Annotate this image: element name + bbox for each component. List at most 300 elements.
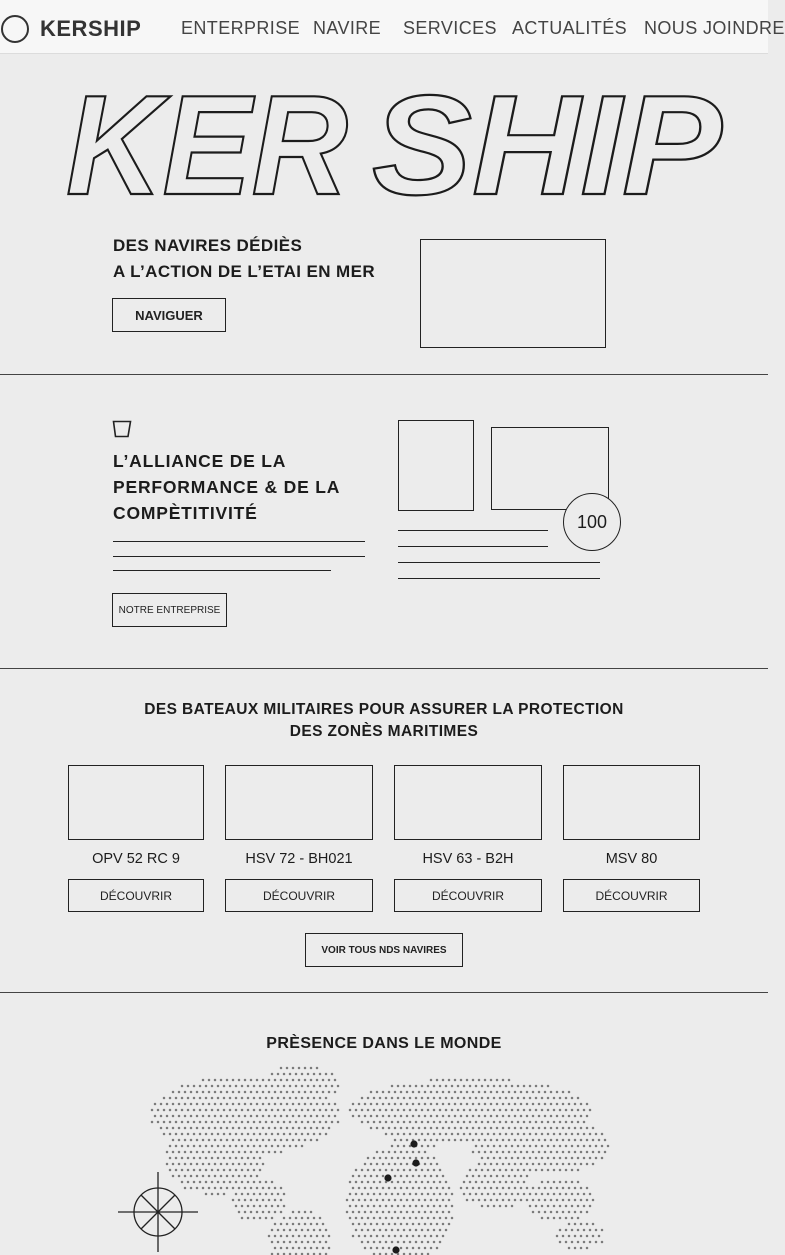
map-dot (400, 1223, 403, 1226)
map-dot (562, 1235, 565, 1238)
map-dot (490, 1127, 493, 1130)
map-dot (169, 1097, 172, 1100)
map-dot (220, 1139, 223, 1142)
map-dot (436, 1139, 439, 1142)
map-dot (418, 1127, 421, 1130)
nav-link-services[interactable]: SERVICES (403, 18, 497, 38)
map-dot (397, 1145, 400, 1148)
map-dot (577, 1169, 580, 1172)
map-dot (493, 1121, 496, 1124)
map-dot (298, 1235, 301, 1238)
map-dot (223, 1193, 226, 1196)
map-dot (418, 1211, 421, 1214)
map-dot (274, 1091, 277, 1094)
map-dot (196, 1187, 199, 1190)
map-dot (469, 1097, 472, 1100)
map-dot (571, 1109, 574, 1112)
map-dot (601, 1133, 604, 1136)
map-dot (250, 1139, 253, 1142)
nav-link-navire[interactable]: NAVIRE (313, 18, 382, 38)
map-dot (514, 1103, 517, 1106)
map-dot (448, 1103, 451, 1106)
map-dot (400, 1247, 403, 1250)
map-dot (196, 1151, 199, 1154)
text-placeholder-line (398, 578, 600, 579)
decouvrir-button-opv-52[interactable]: DÉCOUVRIR (68, 879, 204, 912)
map-dot (493, 1145, 496, 1148)
map-dot (250, 1127, 253, 1130)
map-dot (496, 1127, 499, 1130)
map-dot (271, 1145, 274, 1148)
map-dot (409, 1241, 412, 1244)
map-dot (499, 1109, 502, 1112)
map-dot (559, 1241, 562, 1244)
map-dot (313, 1121, 316, 1124)
map-dot (427, 1133, 430, 1136)
map-dot (268, 1199, 271, 1202)
map-dot (223, 1109, 226, 1112)
map-dot (349, 1181, 352, 1184)
map-dot (226, 1091, 229, 1094)
map-dot (379, 1241, 382, 1244)
map-dot (214, 1139, 217, 1142)
map-dot (601, 1241, 604, 1244)
map-dot (286, 1223, 289, 1226)
map-dot (289, 1097, 292, 1100)
map-dot (556, 1151, 559, 1154)
map-dot (523, 1133, 526, 1136)
map-dot (481, 1121, 484, 1124)
map-dot (217, 1193, 220, 1196)
map-dot (376, 1247, 379, 1250)
map-dot (484, 1127, 487, 1130)
decouvrir-button-msv-80[interactable]: DÉCOUVRIR (563, 879, 700, 912)
map-dot (559, 1169, 562, 1172)
map-dot (259, 1085, 262, 1088)
location-marker[interactable] (392, 1246, 399, 1253)
map-dot (334, 1103, 337, 1106)
map-dot (478, 1127, 481, 1130)
map-dot (589, 1157, 592, 1160)
map-dot (310, 1211, 313, 1214)
map-dot (229, 1181, 232, 1184)
map-dot (379, 1181, 382, 1184)
map-dot (586, 1115, 589, 1118)
map-dot (538, 1199, 541, 1202)
map-dot (322, 1091, 325, 1094)
map-dot (376, 1163, 379, 1166)
map-dot (517, 1169, 520, 1172)
map-dot (280, 1079, 283, 1082)
map-dot (289, 1229, 292, 1232)
map-dot (370, 1127, 373, 1130)
map-dot (280, 1187, 283, 1190)
map-dot (229, 1109, 232, 1112)
map-dot (358, 1103, 361, 1106)
map-dot (511, 1097, 514, 1100)
map-dot (172, 1115, 175, 1118)
map-dot (601, 1157, 604, 1160)
map-dot (484, 1115, 487, 1118)
map-dot (574, 1127, 577, 1130)
map-dot (295, 1133, 298, 1136)
map-dot (175, 1157, 178, 1160)
map-dot (292, 1091, 295, 1094)
map-dot (247, 1181, 250, 1184)
map-dot (256, 1103, 259, 1106)
map-dot (460, 1139, 463, 1142)
map-dot (562, 1127, 565, 1130)
map-dot (589, 1133, 592, 1136)
map-dot (292, 1223, 295, 1226)
map-dot (199, 1181, 202, 1184)
map-dot (238, 1091, 241, 1094)
map-dot (271, 1085, 274, 1088)
map-dot (313, 1097, 316, 1100)
map-dot (262, 1187, 265, 1190)
map-dot (178, 1139, 181, 1142)
map-dot (280, 1235, 283, 1238)
map-dot (412, 1175, 415, 1178)
map-dot (376, 1223, 379, 1226)
map-dot (241, 1085, 244, 1088)
map-dot (547, 1145, 550, 1148)
map-dot (424, 1199, 427, 1202)
map-dot (541, 1193, 544, 1196)
map-dot (400, 1175, 403, 1178)
map-dot (388, 1115, 391, 1118)
map-dot (307, 1229, 310, 1232)
map-dot (286, 1235, 289, 1238)
map-dot (211, 1133, 214, 1136)
map-dot (166, 1103, 169, 1106)
map-dot (181, 1157, 184, 1160)
map-dot (346, 1199, 349, 1202)
map-dot (463, 1193, 466, 1196)
map-dot (385, 1097, 388, 1100)
map-dot (277, 1145, 280, 1148)
map-dot (418, 1187, 421, 1190)
map-dot (211, 1097, 214, 1100)
map-dot (442, 1211, 445, 1214)
map-dot (490, 1187, 493, 1190)
map-dot (250, 1187, 253, 1190)
map-dot (511, 1109, 514, 1112)
map-dot (433, 1181, 436, 1184)
map-dot (382, 1091, 385, 1094)
map-dot (256, 1127, 259, 1130)
map-dot (304, 1235, 307, 1238)
map-dot (172, 1103, 175, 1106)
map-dot (286, 1091, 289, 1094)
map-dot (409, 1181, 412, 1184)
map-dot (556, 1163, 559, 1166)
map-dot (226, 1175, 229, 1178)
map-dot (535, 1193, 538, 1196)
map-dot (367, 1097, 370, 1100)
map-dot (547, 1121, 550, 1124)
nav-link-actualites[interactable]: ACTUALITÉS (512, 18, 628, 38)
map-dot (565, 1157, 568, 1160)
map-dot (451, 1133, 454, 1136)
naviguer-button[interactable]: NAVIGUER (112, 298, 226, 332)
map-dot (244, 1127, 247, 1130)
ship-image-placeholder[interactable] (68, 765, 204, 840)
map-dot (442, 1115, 445, 1118)
map-dot (481, 1085, 484, 1088)
map-dot (190, 1187, 193, 1190)
map-dot (181, 1181, 184, 1184)
map-dot (367, 1229, 370, 1232)
map-dot (367, 1241, 370, 1244)
notre-entreprise-button[interactable]: NOTRE ENTREPRISE (112, 593, 227, 627)
map-dot (280, 1103, 283, 1106)
map-dot (433, 1145, 436, 1148)
map-dot (493, 1169, 496, 1172)
ship-image-placeholder[interactable] (225, 765, 373, 840)
map-dot (301, 1121, 304, 1124)
section-divider (0, 374, 768, 375)
map-dot (328, 1235, 331, 1238)
map-dot (427, 1193, 430, 1196)
map-dot (325, 1097, 328, 1100)
map-dot (547, 1217, 550, 1220)
map-dot (565, 1205, 568, 1208)
decouvrir-button-hsv-63[interactable]: DÉCOUVRIR (394, 879, 542, 912)
map-dot (187, 1109, 190, 1112)
map-dot (232, 1199, 235, 1202)
map-dot (196, 1115, 199, 1118)
map-dot (241, 1121, 244, 1124)
map-dot (439, 1121, 442, 1124)
map-dot (436, 1175, 439, 1178)
ship-name-hsv-72: HSV 72 - BH021 (245, 851, 353, 867)
map-dot (319, 1133, 322, 1136)
map-dot (463, 1085, 466, 1088)
map-dot (553, 1097, 556, 1100)
map-dot (562, 1199, 565, 1202)
map-dot (286, 1139, 289, 1142)
map-dot (361, 1217, 364, 1220)
map-dot (394, 1127, 397, 1130)
map-dot (376, 1127, 379, 1130)
map-dot (427, 1229, 430, 1232)
map-dot (427, 1217, 430, 1220)
map-dot (250, 1115, 253, 1118)
map-dot (382, 1223, 385, 1226)
ship-image-placeholder[interactable] (563, 765, 700, 840)
map-dot (238, 1139, 241, 1142)
location-marker[interactable] (384, 1174, 391, 1181)
map-dot (244, 1139, 247, 1142)
map-dot (394, 1175, 397, 1178)
map-dot (514, 1139, 517, 1142)
map-dot (499, 1181, 502, 1184)
map-dot (589, 1229, 592, 1232)
map-dot (370, 1235, 373, 1238)
stat-badge: 100 (563, 493, 621, 551)
map-dot (562, 1151, 565, 1154)
map-dot (394, 1211, 397, 1214)
map-dot (541, 1085, 544, 1088)
map-dot (364, 1115, 367, 1118)
map-dot (487, 1121, 490, 1124)
map-dot (577, 1217, 580, 1220)
map-dot (241, 1133, 244, 1136)
map-dot (274, 1103, 277, 1106)
map-dot (538, 1115, 541, 1118)
decouvrir-button-hsv-72[interactable]: DÉCOUVRIR (225, 879, 373, 912)
map-dot (565, 1109, 568, 1112)
map-dot (535, 1133, 538, 1136)
map-dot (217, 1097, 220, 1100)
map-dot (223, 1169, 226, 1172)
map-dot (436, 1247, 439, 1250)
map-dot (439, 1169, 442, 1172)
map-dot (550, 1163, 553, 1166)
map-dot (538, 1163, 541, 1166)
map-dot (301, 1133, 304, 1136)
nav-link-nous-joindre[interactable]: NOUS JOINDRE (644, 18, 785, 38)
map-dot (574, 1163, 577, 1166)
map-dot (550, 1151, 553, 1154)
map-dot (277, 1241, 280, 1244)
map-dot (550, 1115, 553, 1118)
map-dot (493, 1109, 496, 1112)
map-dot (403, 1169, 406, 1172)
map-dot (400, 1199, 403, 1202)
map-dot (577, 1205, 580, 1208)
map-dot (592, 1139, 595, 1142)
map-dot (460, 1187, 463, 1190)
map-dot (451, 1109, 454, 1112)
map-dot (568, 1127, 571, 1130)
location-marker[interactable] (412, 1159, 419, 1166)
map-dot (247, 1133, 250, 1136)
map-dot (385, 1109, 388, 1112)
nav-link-enterprise[interactable]: ENTERPRISE (181, 18, 301, 38)
map-dot (295, 1229, 298, 1232)
map-dot (538, 1091, 541, 1094)
map-dot (592, 1223, 595, 1226)
map-dot (172, 1163, 175, 1166)
map-dot (244, 1103, 247, 1106)
map-dot (226, 1151, 229, 1154)
map-dot (532, 1115, 535, 1118)
map-dot (379, 1121, 382, 1124)
map-dot (325, 1109, 328, 1112)
map-dot (562, 1139, 565, 1142)
map-dot (274, 1187, 277, 1190)
map-dot (493, 1193, 496, 1196)
map-dot (439, 1133, 442, 1136)
map-dot (463, 1109, 466, 1112)
map-dot (448, 1199, 451, 1202)
map-dot (445, 1193, 448, 1196)
map-dot (313, 1217, 316, 1220)
map-dot (583, 1133, 586, 1136)
map-dot (316, 1067, 319, 1070)
map-dot (448, 1187, 451, 1190)
map-dot (517, 1193, 520, 1196)
map-dot (154, 1115, 157, 1118)
map-dot (364, 1247, 367, 1250)
map-dot (403, 1109, 406, 1112)
map-dot (397, 1133, 400, 1136)
map-dot (517, 1157, 520, 1160)
brand-logo[interactable] (0, 14, 141, 44)
map-dot (184, 1187, 187, 1190)
map-dot (559, 1097, 562, 1100)
map-dot (496, 1163, 499, 1166)
voir-tous-navires-button[interactable]: VOIR TOUS NDS NAVIRES (305, 933, 463, 967)
map-dot (436, 1115, 439, 1118)
map-dot (358, 1115, 361, 1118)
map-dot (349, 1193, 352, 1196)
map-dot (253, 1169, 256, 1172)
map-dot (214, 1163, 217, 1166)
map-dot (280, 1139, 283, 1142)
map-dot (436, 1211, 439, 1214)
map-dot (409, 1205, 412, 1208)
map-dot (199, 1169, 202, 1172)
map-dot (325, 1133, 328, 1136)
map-dot (499, 1085, 502, 1088)
map-dot (544, 1163, 547, 1166)
map-dot (478, 1163, 481, 1166)
map-dot (196, 1127, 199, 1130)
map-dot (379, 1229, 382, 1232)
map-dot (487, 1109, 490, 1112)
map-dot (526, 1127, 529, 1130)
map-dot (574, 1235, 577, 1238)
map-dot (169, 1121, 172, 1124)
map-dot (502, 1139, 505, 1142)
map-dot (388, 1223, 391, 1226)
map-dot (307, 1121, 310, 1124)
map-dot (421, 1241, 424, 1244)
map-dot (421, 1145, 424, 1148)
map-dot (553, 1169, 556, 1172)
map-dot (601, 1229, 604, 1232)
map-dot (364, 1235, 367, 1238)
map-dot (565, 1145, 568, 1148)
map-dot (277, 1085, 280, 1088)
ship-image-placeholder[interactable] (394, 765, 542, 840)
map-dot (511, 1133, 514, 1136)
map-dot (313, 1241, 316, 1244)
map-dot (256, 1187, 259, 1190)
map-dot (484, 1187, 487, 1190)
map-dot (403, 1193, 406, 1196)
map-dot (451, 1097, 454, 1100)
map-dot (388, 1235, 391, 1238)
map-dot (505, 1157, 508, 1160)
world-heading: PRÈSENCE DANS LE MONDE (266, 1035, 502, 1052)
map-dot (304, 1247, 307, 1250)
map-dot (259, 1121, 262, 1124)
map-dot (442, 1235, 445, 1238)
map-dot (298, 1247, 301, 1250)
location-marker[interactable] (410, 1140, 417, 1147)
map-dot (403, 1181, 406, 1184)
map-dot (238, 1187, 241, 1190)
map-dot (388, 1127, 391, 1130)
map-dot (538, 1151, 541, 1154)
map-dot (595, 1145, 598, 1148)
map-dot (223, 1085, 226, 1088)
map-dot (271, 1181, 274, 1184)
